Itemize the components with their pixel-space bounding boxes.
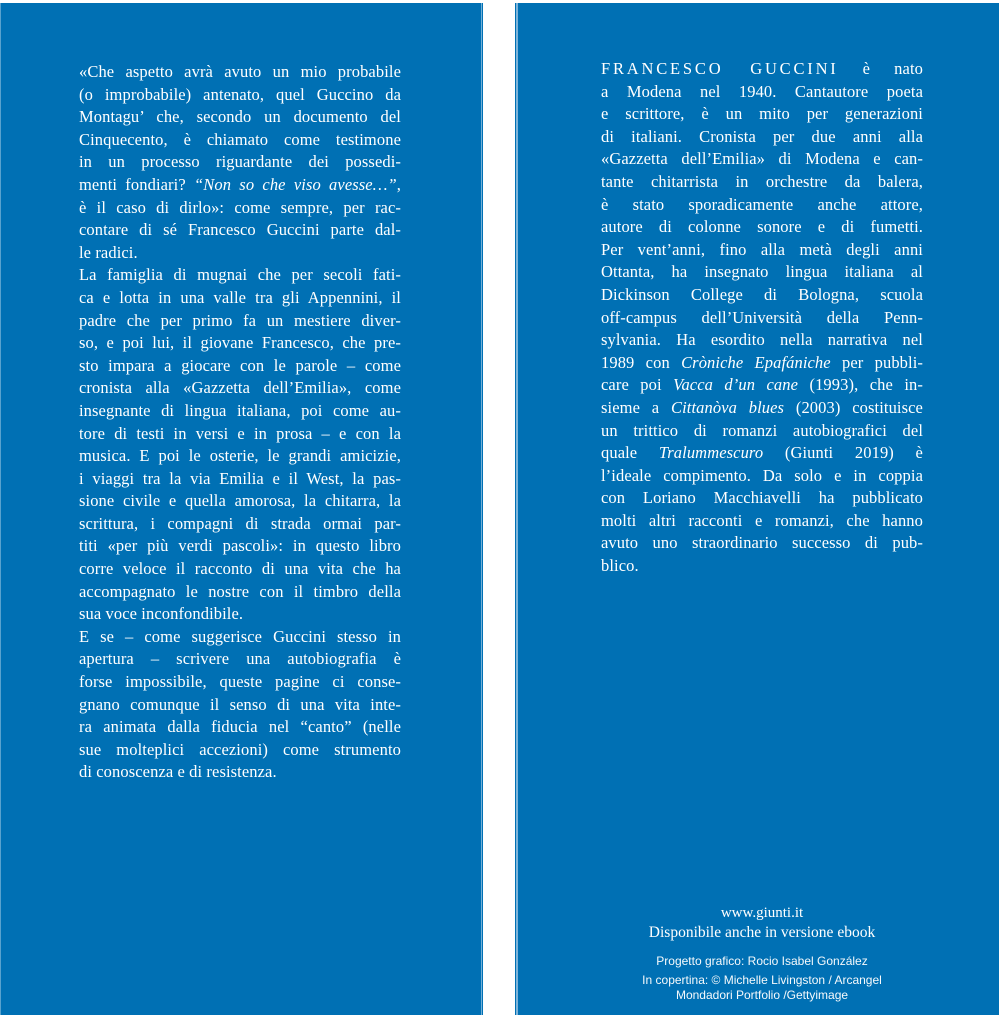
text-line: gnano comunque il senso di una vita inte- [79,694,401,714]
text-line: Dickinson College di Bologna, scuola [601,284,923,304]
text-line: di italiani. Cronista per due anni alla [601,126,923,146]
text-line: autore di colonne sonore e di fumetti. [601,217,923,237]
text-line: in un processo riguardante dei possedi- [79,152,401,172]
text-line: La famiglia di mugnai che per secoli fati- [79,265,401,285]
text-line: off-campus dell’Università della Penn- [601,307,923,327]
text-line: sto impara a giocare con le parole – come [79,355,401,375]
text-line: è il caso di dirlo»: come sempre, per rac- [79,197,401,217]
text-line: apertura – scrivere una autobiografia è [79,649,401,669]
graphic-design-credit: Progetto grafico: Rocio Isabel González [656,954,868,968]
text-line: musica. E poi le osterie, le grandi amicizie, [79,446,401,466]
text-line: a Modena nel 1940. Cantautore poeta [601,81,923,101]
text-line: blico. [601,556,639,576]
text-line: accompagnato le nostre con il timbro della [79,581,401,601]
text-line: di conoscenza e di resistenza. [79,762,277,782]
text-line: Cinquecento, è chiamato come testimone [79,129,401,149]
publisher-website: www.giunti.it [720,905,804,921]
text-line: corre veloce il racconto di una vita che ha [79,559,401,579]
text-line: «Che aspetto avrà avuto un mio probabile [79,62,401,81]
text-line: ra animata dalla fiducia nel “canto” (nelle [79,717,401,737]
text-line: tante chitarrista in orchestre da balera, [601,171,923,191]
text-line: insegnante di lingua italiana, poi come au- [79,400,401,420]
text-line: sua voce inconfondibile. [79,604,244,624]
flap-paragraph [79,264,401,626]
text-line: ca e lotta in una valle tra gli Appennini, il [79,287,401,307]
text-line: menti fondiari? “Non so che viso avesse…”, [79,174,401,194]
text-line: forse impossibile, queste pagine ci conse- [79,672,401,692]
text-line: i viaggi tra la via Emilia e il West, la pas- [79,468,401,488]
text-line: titi «per più verdi pascoli»: in questo libro [79,536,401,556]
text-line: padre che per primo fa un mestiere diver- [79,310,401,330]
cover-credit-line: In copertina: © Michelle Livingston / Arcangel [642,973,882,987]
cover-credit-line: Mondadori Portfolio /Gettyimage [675,988,849,1002]
ebook-availability-note: Disponibile anche in versione ebook [648,924,876,941]
text-line: è stato sporadicamente anche attore, [601,194,923,214]
text-line: «Gazzetta dell’Emilia» di Modena e can- [601,149,923,169]
text-line: quale Tralummescuro (Giunti 2019) è [601,443,923,463]
text-line: un trittico di romanzi autobiografici del [601,420,923,440]
text-line: FRANCESCO GUCCINI è nato [601,59,923,78]
text-line: (o improbabile) antenato, quel Guccino da [79,84,401,104]
text-line: cronista alla «Gazzetta dell’Emilia», come [79,378,401,398]
text-line: sieme a Cittanòva blues (2003) costituisce [601,397,923,417]
text-line: so, e poi lui, il giovane Francesco, che pre- [79,333,401,353]
text-line: avuto uno straordinario successo di pub- [601,533,923,553]
author-bio-text [601,58,923,578]
text-line: tore di testi in versi e in prosa – e con la [79,423,401,443]
flap-paragraph [79,626,401,784]
text-line: molti altri racconti e romanzi, che hanno [601,510,923,530]
text-line: contare di sé Francesco Guccini parte dal- [79,220,401,240]
front-flap [0,3,483,1015]
text-line: E se – come suggerisce Guccini stesso in [79,626,401,646]
text-line: l’ideale compimento. Da solo e in coppia [601,465,923,485]
front-flap-text [79,61,401,784]
cover-photo-credit [601,973,923,1003]
text-line: sione civile e quella amorosa, la chitarra, la [79,491,401,511]
text-line: care poi Vacca d’un cane (1993), che in- [601,375,923,395]
flap-paragraph [79,61,401,264]
text-line: Montagu’ che, secondo un documento del [79,107,401,127]
text-line: le radici. [79,242,138,262]
text-line: 1989 con Cròniche Epafániche per pubbli- [601,352,923,372]
text-line: scrittura, i compagni di strada ormai par- [79,513,401,533]
text-line: sue molteplici accezioni) come strumento [79,739,401,759]
back-flap [515,3,999,1015]
author-bio-paragraph [601,58,923,578]
text-line: sylvania. Ha esordito nella narrativa nel [601,330,923,350]
text-line: con Loriano Macchiavelli ha pubblicato [601,488,923,508]
text-line: Ottanta, ha insegnato lingua italiana al [601,262,923,282]
text-line: Per vent’anni, fino alla metà degli anni [601,239,923,259]
flap-footer [601,904,923,1003]
text-line: e scrittore, è un mito per generazioni [601,104,923,124]
